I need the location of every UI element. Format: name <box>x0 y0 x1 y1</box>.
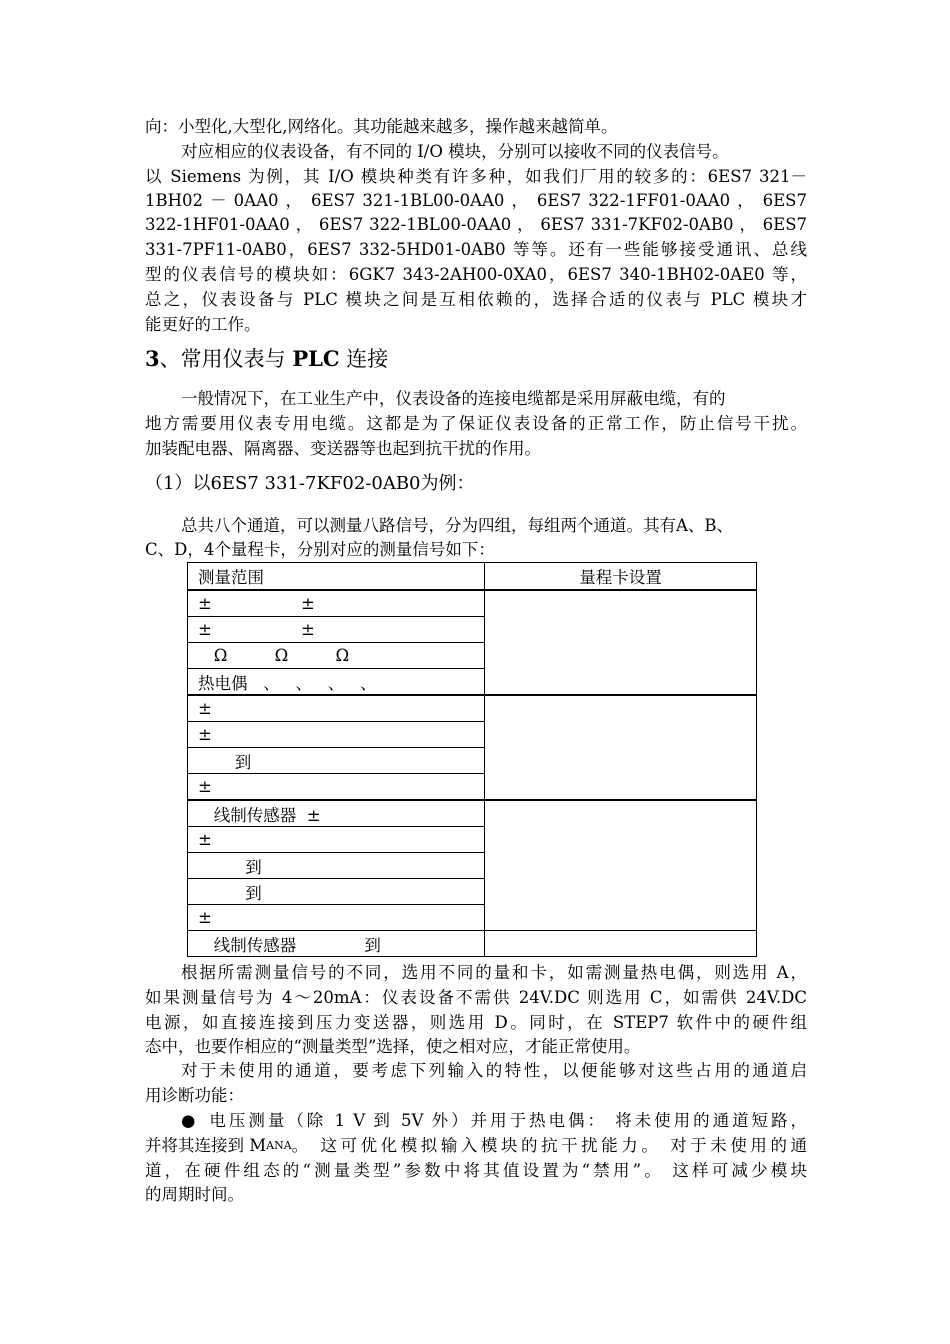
para1-line-7: 型的仪表信号的模块如：6GK7 343-2AH00-0XA0，6ES7 340-1BH02-0AE0 等， <box>145 265 807 284</box>
table-row: ± ± <box>188 617 485 643</box>
para1-line-9: 能更好的工作。 <box>145 315 261 334</box>
table-header-card: 量程卡设置 <box>485 563 757 591</box>
para2-line-1: 一般情况下，在工业生产中，仪表设备的连接电缆都是采用屏蔽电缆，有的 <box>181 389 726 408</box>
card-cell-a <box>485 590 757 695</box>
bullet-text-1: 电压测量（除 1 V 到 5V 外）并用于热电偶： 将未使用的通道短路， <box>209 1111 807 1130</box>
section-title-part: 、常用仪表与 <box>159 347 293 371</box>
card-cell-b <box>485 695 757 800</box>
bullet-line-3: 道，在硬件组态的“测量类型”参数中将其值设置为“禁用”。 这样可减少模块 <box>145 1161 807 1180</box>
section-title-rest: 连接 <box>339 347 389 371</box>
bullet-text-2a: 并将其连接到 M <box>145 1136 267 1155</box>
card-cell-c <box>485 800 757 931</box>
para4-line-4: 态中，也要作相应的“测量类型”选择，使之相对应，才能正常使用。 <box>145 1037 641 1056</box>
para5-line-2: 用诊断功能： <box>145 1086 244 1105</box>
table-row: 到 <box>188 879 485 905</box>
bullet-line-1 <box>181 1110 807 1132</box>
table-row: Ω Ω Ω <box>188 643 485 669</box>
bullet-subscript: ANA <box>266 1139 292 1152</box>
example-heading: （1）以6ES7 331-7KF02-0AB0为例： <box>145 473 475 494</box>
bullet-line-4: 的周期时间。 <box>145 1185 244 1204</box>
table-row: ± <box>188 695 485 722</box>
bullet-line-2 <box>145 1135 807 1157</box>
para4-line-1: 根据所需测量信号的不同，选用不同的量和卡，如需测量热电偶，则选用 A， <box>181 963 807 982</box>
para1-line-1: 向：小型化,大型化,网络化。其功能越来越多，操作越来越简单。 <box>145 117 618 136</box>
table-row: 线制传感器 ± <box>188 800 485 827</box>
table-header-range: 测量范围 <box>188 563 485 591</box>
para1-line-5: 322-1HF01-0AA0 ， 6ES7 322-1BL00-0AA0 ， 6ES7 331-7KF02-0AB0 ， 6ES7 <box>145 215 807 234</box>
table-row: ± ± <box>188 590 485 617</box>
table-row: ± <box>188 905 485 931</box>
para1-line-6: 331-7PF11-0AB0，6ES7 332-5HD01-0AB0 等等。还有一些能够接受通讯、总线 <box>145 240 807 259</box>
para3-line-2: C、D，4个量程卡，分别对应的测量信号如下： <box>145 540 495 559</box>
para3-line-1: 总共八个通道，可以测量八路信号，分为四组，每组两个通道。其有A、B、 <box>181 516 734 535</box>
para2-line-3: 加装配电器、隔离器、变送器等也起到抗干扰的作用。 <box>145 439 541 458</box>
para4-line-2: 如果测量信号为 4～20mA：仪表设备不需供 24V.DC 则选用 C，如需供 24V.DC <box>145 988 807 1007</box>
table-row: 到 <box>188 853 485 879</box>
section-title-bold: PLC <box>292 346 340 371</box>
table-row: 到 <box>188 748 485 774</box>
range-card-table <box>187 562 757 957</box>
table-row: ± <box>188 722 485 748</box>
section-number: 3 <box>145 346 160 371</box>
para5-line-1: 对于未使用的通道，要考虑下列输入的特性，以便能够对这些占用的通道启 <box>181 1061 807 1080</box>
table-row: ± <box>188 774 485 801</box>
para1-line-2: 对应相应的仪表设备，有不同的 I/O 模块，分别可以接收不同的仪表信号。 <box>181 142 729 161</box>
section-heading <box>145 346 388 372</box>
table-row: ± <box>188 827 485 853</box>
para1-line-4: 1BH02 － 0AA0 ， 6ES7 321-1BL00-0AA0 ， 6ES7 322-1FF01-0AA0 ， 6ES7 <box>145 191 807 210</box>
bullet-dot-icon: ● <box>181 1111 196 1130</box>
table-row: 线制传感器 到 <box>188 931 485 957</box>
bullet-text-2b: 。 这可优化模拟输入模块的抗干扰能力。 对于未使用的通 <box>291 1136 807 1155</box>
para2-line-2: 地方需要用仪表专用电缆。这都是为了保证仪表设备的正常工作，防止信号干扰。 <box>145 414 807 433</box>
para1-line-3: 以 Siemens 为例，其 I/O 模块种类有许多种，如我们厂用的较多的：6ES7 321－ <box>145 167 807 186</box>
card-cell-d <box>485 931 757 957</box>
table-row: 热电偶 、 、 、 、 <box>188 669 485 696</box>
para1-line-8: 总之，仪表设备与 PLC 模块之间是互相依赖的，选择合适的仪表与 PLC 模块才 <box>145 290 807 309</box>
para4-line-3: 电源，如直接连接到压力变送器，则选用 D。同时，在 STEP7 软件中的硬件组 <box>145 1013 807 1032</box>
